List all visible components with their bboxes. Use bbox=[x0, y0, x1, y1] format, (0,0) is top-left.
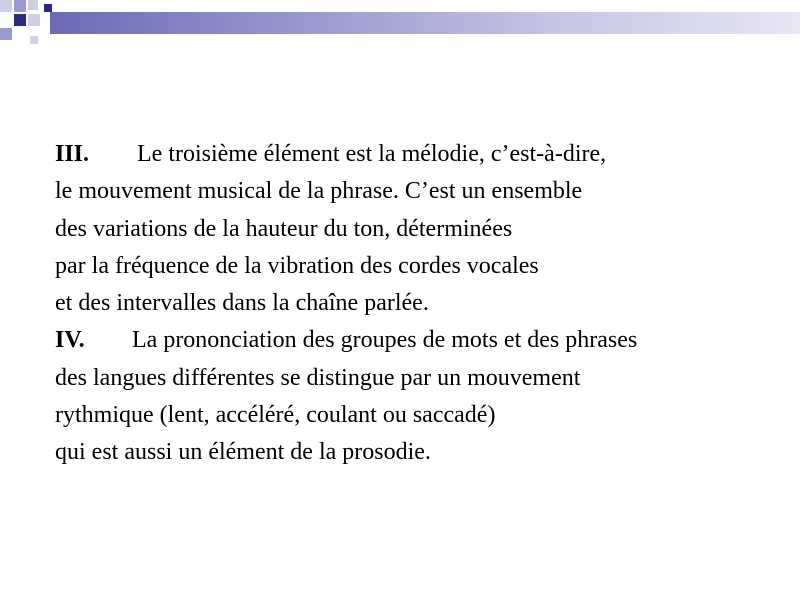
text-line: qui est aussi un élément de la prosodie. bbox=[55, 439, 431, 466]
text-line: rythmique (lent, accéléré, coulant ou saccadé) bbox=[55, 402, 496, 429]
line-text: Le troisième élément est la mélodie, c’est-à-dire, bbox=[137, 141, 607, 167]
text-line bbox=[55, 322, 795, 359]
text-line: et des intervalles dans la chaîne parlée. bbox=[55, 290, 429, 317]
text-line: le mouvement musical de la phrase. C’est un ensemble bbox=[55, 178, 583, 205]
section-number: III. bbox=[55, 141, 90, 167]
decor-square bbox=[28, 0, 38, 10]
decor-square bbox=[28, 14, 40, 26]
line-text: La prononciation des groupes de mots et des phrases bbox=[132, 327, 638, 354]
decor-square bbox=[14, 0, 26, 12]
text-line: des langues différentes se distingue par un mouvement bbox=[55, 364, 581, 391]
header-band bbox=[50, 12, 800, 34]
text-line: par la fréquence de la vibration des cordes vocales bbox=[55, 252, 539, 279]
decor-square bbox=[44, 4, 52, 12]
text-line: des variations de la hauteur du ton, déterminées bbox=[55, 215, 513, 242]
decor-square bbox=[14, 14, 26, 26]
paragraph-iii bbox=[55, 136, 795, 322]
slide-body bbox=[55, 136, 795, 472]
paragraph-iv bbox=[55, 322, 795, 471]
decor-square bbox=[0, 0, 12, 12]
decor-square bbox=[30, 36, 38, 44]
section-number: IV. bbox=[55, 327, 85, 354]
text-line bbox=[55, 136, 795, 173]
decor-square bbox=[0, 28, 12, 40]
